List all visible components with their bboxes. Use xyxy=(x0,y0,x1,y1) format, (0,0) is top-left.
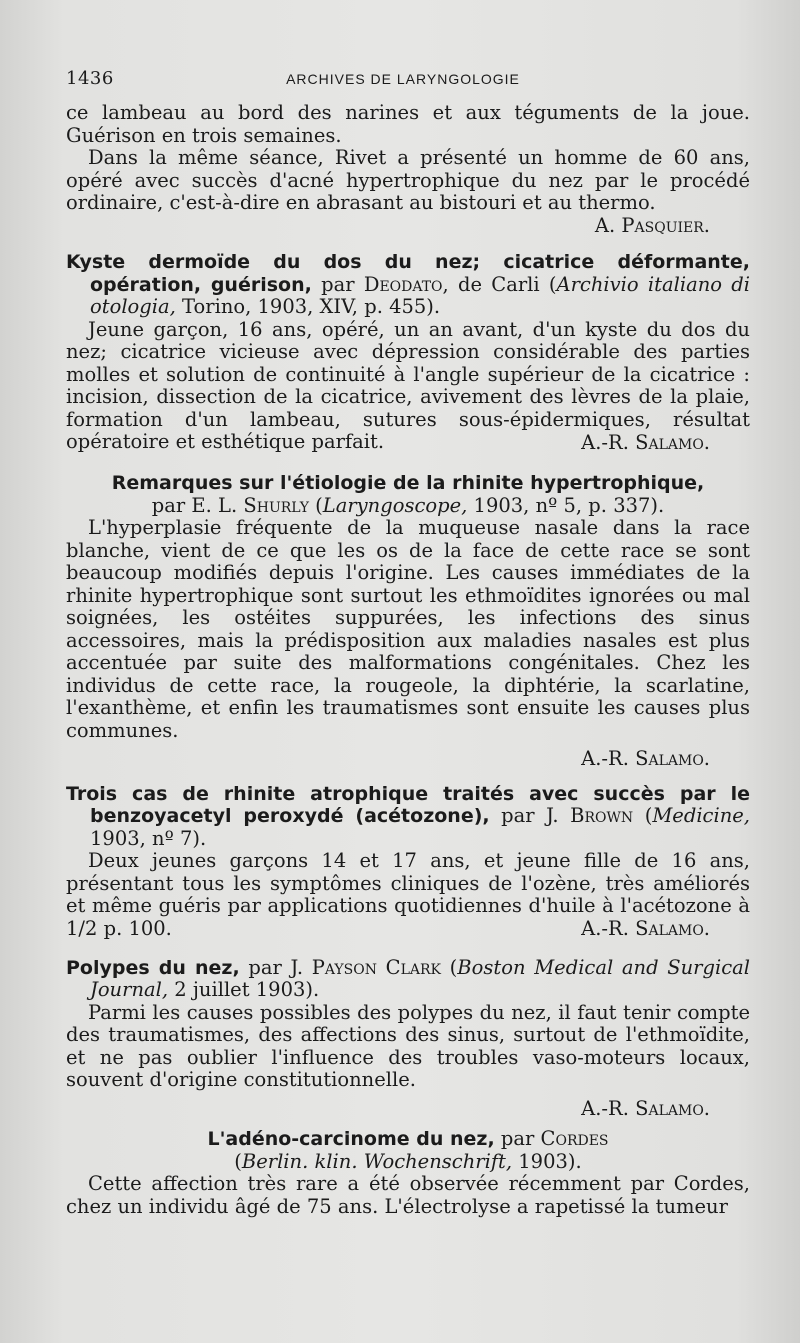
article-heading: Trois cas de rhinite atrophique traités avec succès par le benzoyacetyl peroxydé (acétozone), par J. Brown (Medicine, 1903, nº 7). xyxy=(66,782,751,850)
article xyxy=(66,1128,750,1218)
journal-name: Berlin. klin. Wochenschrift, xyxy=(241,1149,513,1173)
article-title: Kyste dermoïde du dos du nez; cicatrice déformante, opération, guérison, xyxy=(66,251,750,296)
signature: A.-R. Salamo. xyxy=(581,747,710,770)
intro-paragraph: Dans la même séance, Rivet a présenté un homme de 60 ans, opéré avec succès d'acné hypertrophique du nez par le procédé ordinaire, c'est-à-dire en abrasant au bistouri et au thermo. xyxy=(66,146,750,214)
article xyxy=(66,472,750,771)
article xyxy=(66,251,750,454)
article xyxy=(66,957,750,1121)
article-author: Brown xyxy=(570,804,634,827)
page-header xyxy=(66,68,750,102)
journal-name: Medicine, xyxy=(652,804,751,827)
article-author: Deodato xyxy=(363,272,443,296)
signature: A.-R. Salamo. xyxy=(581,917,710,940)
intro-paragraph: ce lambeau au bord des narines et aux téguments de la joue. Guérison en trois semaines. xyxy=(66,101,750,147)
article-heading: Kyste dermoïde du dos du nez; cicatrice déformante, opération, guérison, par Deodato, de Carli (Archivio italiano di otologia, Torino, 1903, XIV, p. 455). xyxy=(66,251,751,318)
article-body: Parmi les causes possibles des polypes du nez, il faut tenir compte des traumatismes, des affections des sinus, surtout de l'ethmoïdite, et ne pas oublier l'influence des troubles vaso-moteurs locaux, souvent d'origine constitutionnelle. xyxy=(66,1000,750,1091)
journal-name: Archivio italiano di otologia, xyxy=(90,272,751,318)
article-title: Polypes du nez, xyxy=(66,956,240,979)
article-author: Shurly xyxy=(243,493,309,517)
running-title: ARCHIVES DE LARYNGOLOGIE xyxy=(286,71,520,87)
article-body: Jeune garçon, 16 ans, opéré, un an avant, d'un kyste du dos du nez; cicatrice vicieuse avec dépression considérable des parties molles et solution de continuité à l'angle supérieur de la cicatrice : incision, dissection de la cicatrice, avivement des lèvres de la plaie, formation d'un lambeau, sutures sous-épidermiques, résultat opératoire et esthétique parfait. xyxy=(66,317,750,453)
article-title: Remarques sur l'étiologie de la rhinite hypertrophique, xyxy=(111,472,705,494)
signature: A.-R. Salamo. xyxy=(581,430,710,454)
journal-name: Boston Medical and Surgical Journal, xyxy=(90,955,751,1001)
article-body: Deux jeunes garçons 14 et 17 ans, et jeune fille de 16 ans, présentant tous les symptômes cliniques de l'ozène, très améliorés et même guéris par applications quotidiennes d'huile à l'acétozone à 1/2 p. 100. xyxy=(66,849,750,940)
page-number: 1436 xyxy=(66,68,114,89)
article-title: Trois cas de rhinite atrophique traités avec succès par le benzoyacetyl peroxydé (acétozone), xyxy=(66,782,750,827)
signature: A. Pasquier. xyxy=(594,213,710,237)
article-body: L'hyperplasie fréquente de la muqueuse nasale dans la race blanche, vient de ce que les os de la face de cette race se sont beaucoup modifiés depuis l'origine. Les causes immédiates de la rhinite hypertrophique sont surtout les ethmoïdites ignorées ou mal soignées, les ostéites suppurées, les infections des sinus accessoires, mais la prédisposition aux maladies nasales est plus accentuée par suite des malformations congénitales. Chez les individus de cette race, la rougeole, la diphtérie, la scarlatine, l'exanthème, et enfin les traumatismes sont ensuite les causes plus communes. xyxy=(66,516,750,742)
article-body: Cette affection très rare a été observée récemment par Cordes, chez un individu âgé de 75 ans. L'électrolyse a rapetissé la tumeur xyxy=(66,1172,750,1218)
article-author: Payson Clark xyxy=(311,955,441,979)
journal-name: Laryngoscope, xyxy=(322,493,468,517)
article-heading: Remarques sur l'étiologie de la rhinite hypertrophique, par E. L. Shurly (Laryngoscope, 1903, nº 5, p. 337). xyxy=(111,472,705,517)
article-heading: L'adéno-carcinome du nez, par Cordes (Berlin. klin. Wochenschrift, 1903). xyxy=(207,1127,609,1173)
article-heading: Polypes du nez, par J. Payson Clark (Boston Medical and Surgical Journal, 2 juillet 1903). xyxy=(66,955,751,1001)
signature: A.-R. Salamo. xyxy=(581,1096,710,1120)
article-title: L'adéno-carcinome du nez, xyxy=(207,1128,495,1150)
article-author: Cordes xyxy=(540,1127,609,1150)
article xyxy=(66,783,750,941)
